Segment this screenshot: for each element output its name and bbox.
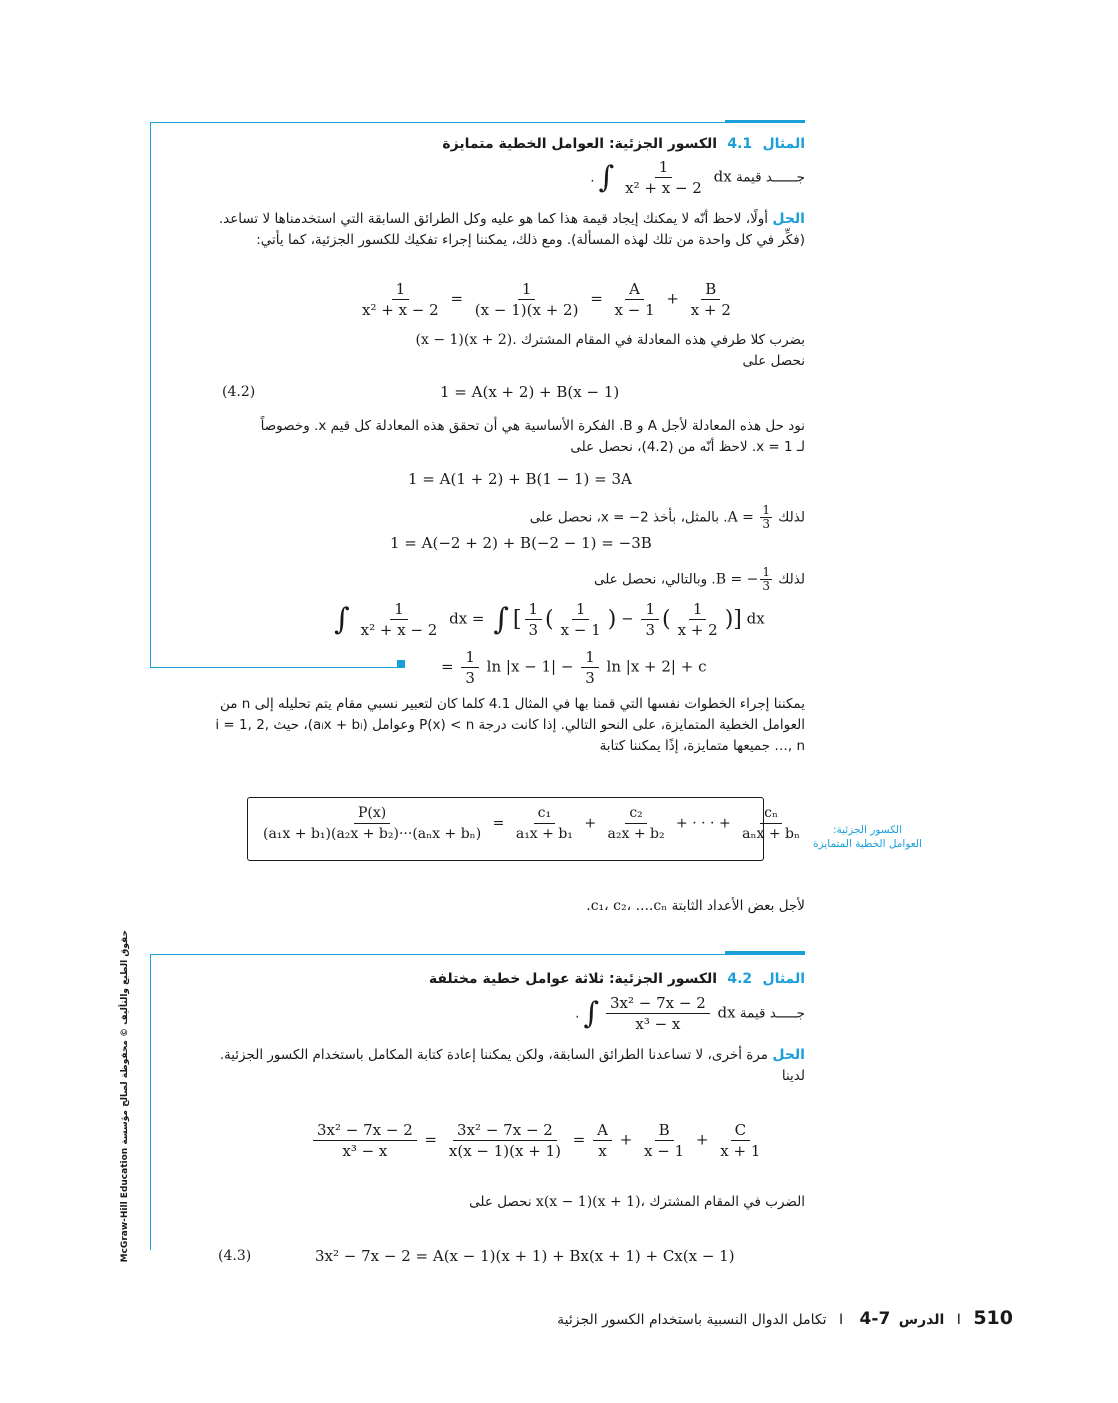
example2-integral: ∫ $\frac{\text{3x² − 7x − 2}}{\text{x³ − x}}$ dx: [583, 994, 736, 1033]
example1-heading: [205, 134, 805, 155]
example2-multiply: [205, 1192, 805, 1213]
example1-accent-bar: [725, 120, 805, 123]
example2-label: المثال: [762, 971, 805, 987]
example2-frame-top: [150, 954, 805, 955]
example1-frame-left: [150, 122, 151, 667]
example2-frame-left: [150, 954, 151, 1250]
example1-solve-text: نود حل هذه المعادلة لأجل A و B. الفكرة الأساسية هي أن تحقق هذه المعادلة كل قيم x. وخصوصاً لـ x = 1. لاحظ أنّه من (4.2)، نحصل على: [260, 418, 805, 455]
example2-solution-text: مرة أخرى، لا تساعدنا الطرائق السابقة، ولكن يمكننا إعادة كتابة المكامل باستخدام الكسور الجزئية. لدينا: [219, 1047, 805, 1084]
lhs-denominator: (a₁x + b₁)(a₂x + b₂)···(aₙx + bₙ): [263, 826, 482, 842]
general-paragraph: يمكننا إجراء الخطوات نفسها التي قمنا بها في المثال 4.1 كلما كان لتعبير نسبي مقام يتم تحليله إلى n من العوامل الخطية المتمايزة، على النحو التالي. إذا كانت درجة P(x) < n وعوامل (aᵢx + bᵢ)، حيث i = 1, 2, …, n جميعها متمايزة، إذًا يمكننا كتابة: [215, 696, 805, 754]
eq-4-2-label: (4.2): [222, 384, 256, 400]
constants-text: لأجل بعض الأعداد الثابتة: [671, 898, 805, 914]
example1-title: الكسور الجزئية: العوامل الخطية متمايزة: [442, 136, 718, 152]
example1-frame-bottom: [150, 667, 400, 668]
example1-number: 4.1: [727, 136, 753, 152]
example1-solution: [215, 209, 805, 251]
example1-multiply: [205, 330, 805, 372]
example1-multiply-text: بضرب كلا طرفي هذه المعادلة في المقام المشترك: [520, 332, 805, 348]
footer-lesson-label: الدرس: [898, 1312, 945, 1328]
footer: [557, 1307, 1013, 1329]
example1-frame-top: [150, 122, 805, 123]
example2-multiply-expr: x(x − 1)(x + 1)،: [535, 1194, 646, 1210]
example2-multiply-tail: نحصل على: [469, 1194, 532, 1210]
example1-label: المثال: [762, 136, 805, 152]
sidebar-note: [800, 823, 935, 851]
therefore-a-text: لذلك: [778, 509, 805, 526]
example1-solution-label: الحل: [772, 211, 805, 227]
eq-4-3-label: (4.3): [218, 1248, 252, 1264]
example1-prompt: جــــــد قيمة ∫ $\frac{1}{\text{x² + x − 2}}$ dx.: [590, 158, 805, 197]
eq-b: 1 = A(−2 + 2) + B(−2 − 1) = −3B: [390, 534, 652, 552]
footer-lesson-title: تكامل الدوال النسبية باستخدام الكسور الجزئية: [557, 1312, 827, 1328]
vertical-credit: [120, 930, 130, 1263]
integral-result-line2: = $\frac{1}{3}$ ln |x − 1| − $\frac{1}{3}$ ln |x + 2| + c: [441, 648, 707, 687]
example1-integral: ∫ $\frac{1}{\text{x² + x − 2}}$ dx: [598, 158, 732, 197]
example1-solution-text: أولًا، لاحظ أنّه لا يمكنك إيجاد قيمة هذا كما هو عليه وكل الطرائق السابقة التي استخدمناها لا تساعد. (فكِّر في كل واحدة من تلك لهذه المسألة). ومع ذلك، يمكننا إجراء تفكيك للكسور الجزئية، كما يأتي:: [218, 211, 805, 248]
example2-prompt: جـــــد قيمة ∫ $\frac{\text{3x² − 7x − 2}}{\text{x³ − x}}$ dx.: [575, 994, 805, 1033]
example2-accent-bar: [725, 951, 805, 954]
sidebar-note-line1: الكسور الجزئية:: [832, 824, 903, 836]
b-value: B = − $\frac{1}{3}$: [715, 565, 770, 593]
constants-line: [305, 896, 805, 917]
eq-4-2: 1 = A(x + 2) + B(x − 1): [440, 383, 620, 401]
decomposition-equation: $\frac{1}{\text{x² + x − 2}}$ = $\frac{1}{(x - 1)(x + 2)}$ = $\frac{A}{x - 1}$ + $\frac{B}{x + 2}$: [362, 280, 731, 319]
eq-a: 1 = A(1 + 2) + B(1 − 1) = 3A: [408, 470, 632, 488]
example2-solution-label: الحل: [772, 1047, 805, 1063]
example2-multiply-text: الضرب في المقام المشترك: [649, 1194, 805, 1210]
example1-obtain: نحصل على: [742, 353, 805, 369]
footer-lesson-number: 7-4: [859, 1309, 891, 1329]
therefore-b-text: لذلك: [778, 571, 805, 588]
integral-result-line1: ∫ $\frac{1}{\text{x² + x − 2}}$ dx = ∫ [ $\frac{1}{3}$ ( $\frac{1}{x - 1}$ ) − $\frac{1}{3}$ ( $\frac{1}{x + 2}$ )] dx: [334, 600, 765, 639]
example2-heading: [205, 969, 805, 990]
vertical-credit-text: حقوق الطبع والتأليف © محفوظة لصالح مؤسسة McGraw-Hill Education: [120, 930, 130, 1263]
lhs-numerator: P(x): [354, 804, 390, 824]
a-result-tail: . بالمثل، بأخذ x = −2، نحصل على: [529, 509, 728, 526]
footer-separator-1: I: [956, 1312, 961, 1328]
example2-number: 4.2: [727, 971, 753, 987]
example2-title: الكسور الجزئية: ثلاثة عوامل خطية مختلفة: [428, 971, 718, 987]
footer-page-number: 510: [973, 1307, 1013, 1329]
decomposition-equation-2: $\frac{\text{3x² − 7x − 2}}{\text{x³ − x}}$ = $\frac{\text{3x² − 7x − 2}}{x(x - 1)(x + 1)}$ = $\frac{A}{x}$ + $\frac{B}{x - 1}$ + $\frac{C}{x + 1}$: [310, 1121, 767, 1160]
example2-solution: [215, 1045, 805, 1087]
therefore-a-line: [305, 504, 805, 531]
boxed-formula-content: $\frac{P(x)}{\text{(a₁x + b₁)(a₂x + b₂)···(aₙx + bₙ)}}$ = $\frac{\text{c₁}}{\text{a₁x + b₁}}$ + $\frac{\text{c₂}}{\text{a₂x + b₂}}$ + · · · + $\frac{\text{cₙ}}{\text{aₙx + bₙ}}$: [256, 804, 807, 843]
sidebar-note-line2: العوامل الخطية المتمايزة: [813, 838, 922, 850]
b-result-tail: . وبالتالي، نحصل على: [593, 571, 716, 588]
therefore-b-line: [305, 566, 805, 593]
a-value: A = $\frac{1}{3}$: [727, 503, 770, 531]
example1-end-square: [397, 660, 405, 668]
example1-prompt-text: جــــــد قيمة: [735, 169, 805, 186]
example2-prompt-text: جـــــد قيمة: [739, 1005, 805, 1022]
example1-multiply-expr: (x − 1)(x + 2).: [415, 332, 517, 348]
constants-expr: c₁، c₂، ....cₙ.: [586, 898, 668, 914]
eq-4-3: 3x² − 7x − 2 = A(x − 1)(x + 1) + Bx(x + 1) + Cx(x − 1): [315, 1247, 735, 1265]
footer-separator-2: I: [838, 1312, 844, 1328]
